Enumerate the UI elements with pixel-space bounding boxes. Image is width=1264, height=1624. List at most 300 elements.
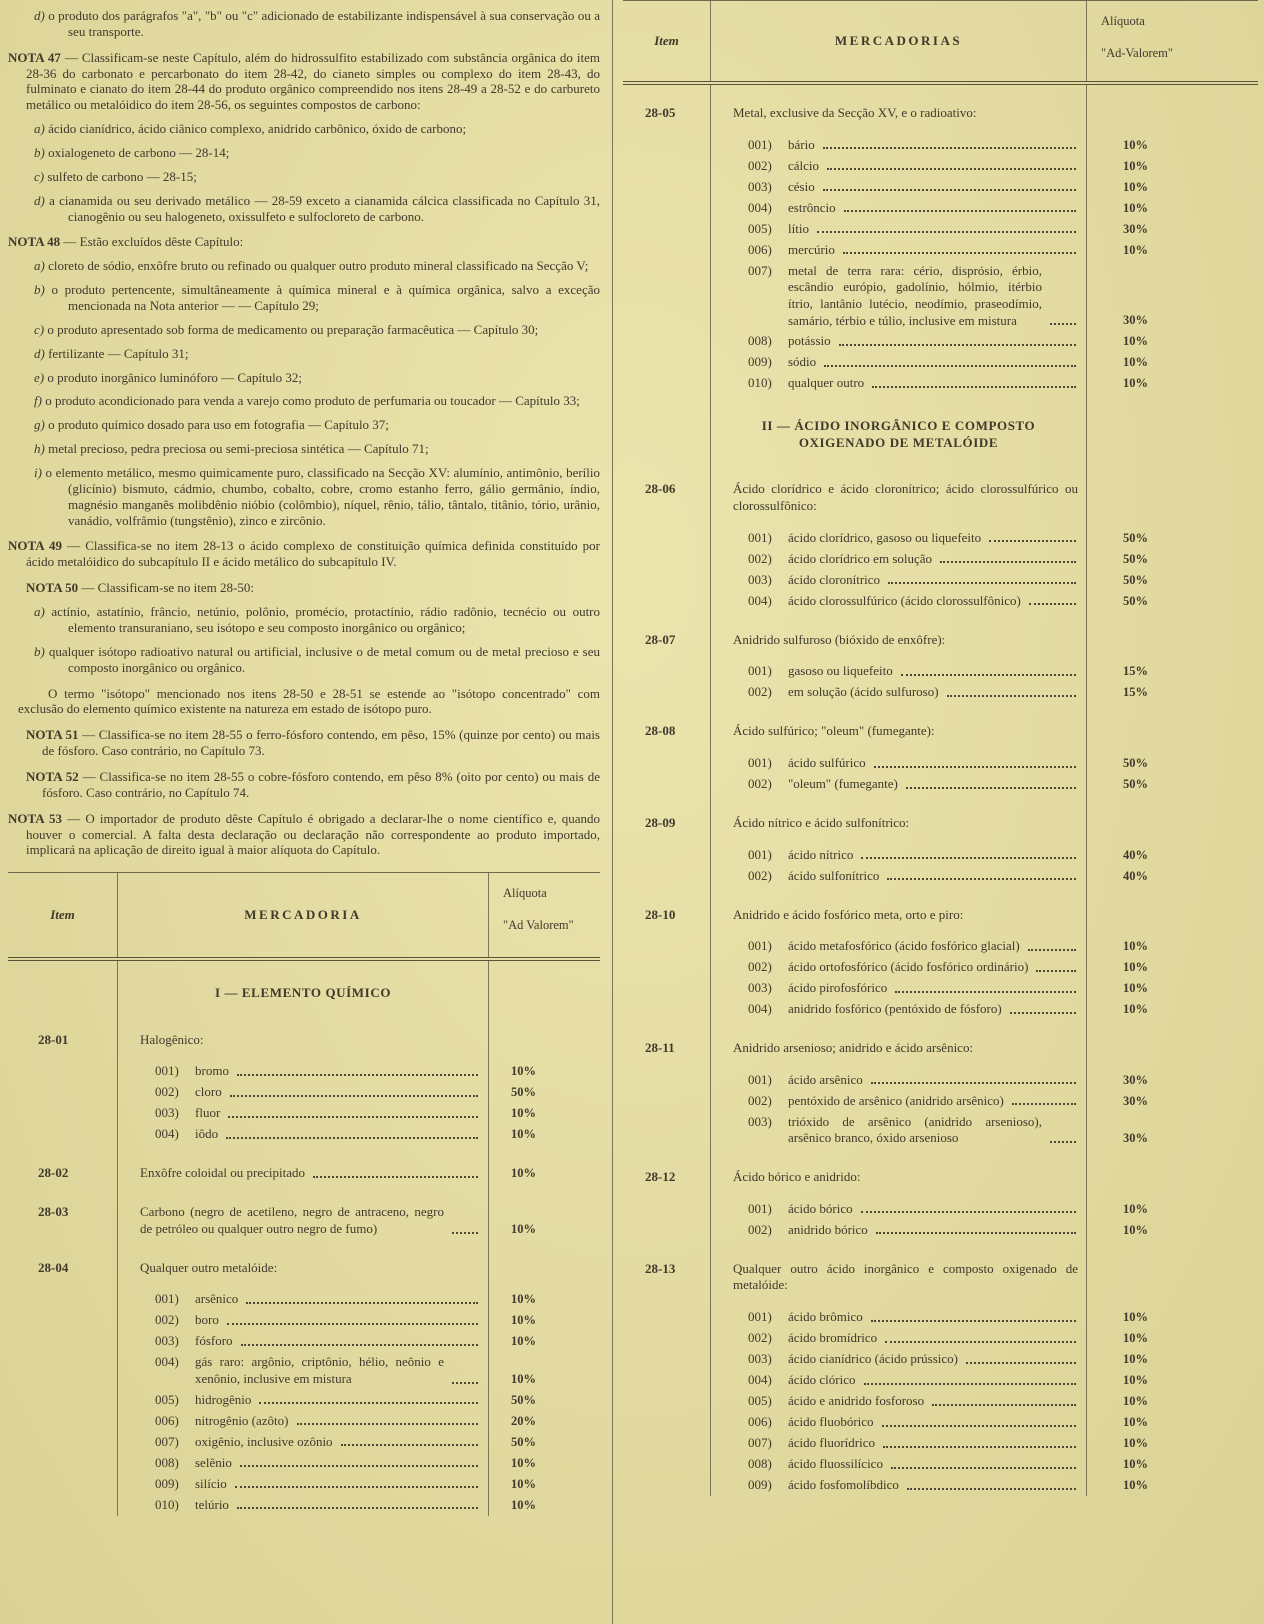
item-code-cell: 28-13 [623, 1241, 711, 1307]
aliquota-cell [488, 1012, 600, 1062]
entry-line [140, 1084, 480, 1101]
item-code-cell [623, 198, 711, 219]
entry-line [733, 1222, 1078, 1239]
item-code-cell [623, 1370, 711, 1391]
dot-leader [864, 1372, 1077, 1385]
entry-label: silício [195, 1475, 227, 1491]
note-paragraph [8, 50, 600, 113]
dot-leader [259, 1392, 478, 1405]
tariff-entry-row [623, 1070, 1258, 1091]
note-label: a) [34, 258, 45, 274]
aliquota-cell [1086, 135, 1258, 156]
aliquota-cell [488, 1103, 600, 1124]
rate-value: 10% [1123, 1222, 1148, 1237]
item-code-cell [623, 999, 711, 1020]
tariff-entry-row [8, 1331, 600, 1352]
aliquota-cell [1086, 1454, 1258, 1475]
rate-value: 10% [1123, 1002, 1148, 1017]
rate-value: 15% [1123, 664, 1148, 679]
mercadoria-cell [118, 1082, 488, 1103]
entry-number: 007) [748, 262, 772, 278]
rate-value: 30% [1123, 1131, 1148, 1145]
mercadoria-cell [118, 1453, 488, 1474]
entry-line [140, 1312, 480, 1329]
mercadoria-cell [118, 1124, 488, 1145]
mercadoria-cell [711, 198, 1086, 219]
entry-label: ácido ortofosfórico (ácido fosfórico ordinário) [788, 959, 1029, 975]
rate-value: 10% [1123, 1477, 1148, 1492]
dot-leader [876, 1222, 1076, 1235]
item-code-cell [623, 1307, 711, 1328]
mercadoria-cell [711, 1020, 1086, 1070]
item-title: Anidrido arsenioso; anidrido e ácido arsênico: [733, 1040, 974, 1056]
entry-line [733, 530, 1078, 547]
entry-number: 002) [748, 1329, 772, 1345]
entry-label: ácido fluorídrico [788, 1434, 875, 1450]
entry-line [733, 354, 1078, 371]
tariff-entry-row [623, 591, 1258, 612]
mercadoria-cell [711, 753, 1086, 774]
aliquota-cell [1086, 1475, 1258, 1496]
dot-leader [1029, 593, 1076, 606]
item-title: Enxôfre coloidal ou precipitado [140, 1165, 305, 1181]
entry-label: oxigênio, inclusive ozônio [195, 1433, 333, 1449]
dot-leader [885, 1330, 1076, 1343]
item-code-cell [8, 1453, 118, 1474]
item-code-cell [623, 1454, 711, 1475]
rate-value: 10% [1123, 960, 1148, 975]
mercadoria-cell [118, 1432, 488, 1453]
item-code-cell [623, 957, 711, 978]
header-aliquota-line2: "Ad Valorem" [503, 918, 574, 933]
right-table-body [623, 85, 1258, 1496]
item-code-cell [623, 331, 711, 352]
entry-number: 002) [748, 157, 772, 173]
entry-number: 002) [748, 775, 772, 791]
note-text: metal precioso, pedra preciosa ou semi-preciosa sintética — Capítulo 71; [48, 441, 429, 457]
entry-line [733, 1201, 1078, 1218]
note-label: d) [34, 192, 45, 208]
mercadoria-cell [118, 1331, 488, 1352]
entry-line [733, 632, 1078, 649]
mercadoria-cell [711, 219, 1086, 240]
aliquota-cell [1086, 661, 1258, 682]
entry-line [140, 1291, 480, 1308]
item-code-cell [623, 1220, 711, 1241]
entry-line [733, 1456, 1078, 1473]
aliquota-cell [1086, 887, 1258, 937]
entry-number: 001) [748, 529, 772, 545]
tariff-entry-row [623, 866, 1258, 887]
note-text: O termo "isótopo" mencionado nos itens 28-50 e 28-51 se estende ao "isótopo concentrado" com exclusão do elemento químico existente na natureza em estado de isótopo puro. [18, 685, 600, 717]
entry-line [140, 1333, 480, 1350]
note-label: NOTA 51 [26, 727, 79, 743]
entry-label: anidrido bórico [788, 1221, 868, 1237]
entry-label: boro [195, 1312, 219, 1328]
dot-leader [861, 847, 1076, 860]
aliquota-cell [1086, 219, 1258, 240]
aliquota-cell [1086, 549, 1258, 570]
entry-number: 004) [155, 1126, 179, 1142]
rate-value: 10% [511, 1371, 536, 1386]
rate-value: 10% [511, 1064, 536, 1079]
item-code-cell [623, 570, 711, 591]
entry-line [733, 1351, 1078, 1368]
entry-number: 007) [155, 1433, 179, 1449]
note-text: — Classificam-se no item 28-50: [81, 580, 254, 596]
dot-leader [1010, 1001, 1076, 1014]
dot-leader [932, 1393, 1076, 1406]
header-aliquota-label [488, 873, 600, 957]
note-lettered-item [8, 441, 600, 457]
mercadoria-cell [118, 1310, 488, 1331]
dot-leader [940, 551, 1076, 564]
mercadoria-cell [711, 1149, 1086, 1199]
rate-value: 40% [1123, 868, 1148, 883]
mercadoria-cell [711, 394, 1086, 461]
tariff-item-row [623, 461, 1258, 527]
item-code-cell: 28-12 [623, 1149, 711, 1199]
item-code-cell: 28-04 [8, 1240, 118, 1290]
mercadoria-cell [711, 570, 1086, 591]
entry-number: 005) [748, 1392, 772, 1408]
aliquota-cell [1086, 1020, 1258, 1070]
tariff-entry-row [623, 957, 1258, 978]
dot-leader [1036, 959, 1076, 972]
dot-leader [907, 1477, 1076, 1490]
note-text: o produto apresentado sob forma de medicamento ou preparação farmacêutica — Capítulo 30; [47, 321, 539, 337]
dot-leader [989, 530, 1076, 543]
entry-line [733, 1477, 1078, 1494]
mercadoria-cell [711, 612, 1086, 662]
rate-value: 10% [511, 1455, 536, 1470]
header-mercadoria-label: MERCADORIAS [834, 32, 963, 48]
dot-leader [871, 1309, 1076, 1322]
entry-line [140, 1105, 480, 1122]
note-lettered-item [8, 193, 600, 225]
item-code-cell: 28-05 [623, 85, 711, 135]
section-heading: I — ELEMENTO QUÍMICO [214, 985, 392, 1001]
mercadoria-cell [118, 1184, 488, 1239]
entry-label: ácido clorídrico em solução [788, 550, 933, 566]
note-label: NOTA 53 [8, 810, 63, 826]
mercadoria-cell [711, 1370, 1086, 1391]
entry-number: 009) [155, 1475, 179, 1491]
item-code-cell [623, 1112, 711, 1149]
header-item-label: Item [8, 873, 118, 957]
aliquota-cell [1086, 753, 1258, 774]
entry-number: 001) [748, 846, 772, 862]
entry-number: 001) [748, 1200, 772, 1216]
note-text: o produto dos parágrafos "a", "b" ou "c" adicionado de estabilizante indispensável à sua conservação ou a seu transporte. [48, 8, 600, 39]
item-code-cell: 28-08 [623, 703, 711, 753]
entry-line [733, 847, 1078, 864]
aliquota-cell [1086, 1433, 1258, 1454]
dot-leader [823, 137, 1076, 150]
aliquota-cell [1086, 591, 1258, 612]
entry-line [733, 572, 1078, 589]
mercadoria-cell [711, 177, 1086, 198]
entry-number: 003) [155, 1333, 179, 1349]
mercadoria-cell [118, 1495, 488, 1516]
entry-line [733, 907, 1078, 924]
dot-leader [827, 158, 1076, 171]
entry-label: nitrogênio (azôto) [195, 1412, 289, 1428]
entry-line [140, 1032, 480, 1049]
aliquota-cell [488, 1411, 600, 1432]
aliquota-cell [1086, 177, 1258, 198]
aliquota-cell [1086, 85, 1258, 135]
entry-line [140, 1063, 480, 1080]
aliquota-cell [1086, 1412, 1258, 1433]
item-code-cell [623, 1349, 711, 1370]
entry-label: cálcio [788, 157, 820, 173]
entry-line [733, 663, 1078, 680]
tariff-entry-row [623, 774, 1258, 795]
mercadoria-cell [118, 1289, 488, 1310]
rate-value: 10% [1123, 158, 1148, 173]
dot-leader [240, 1455, 478, 1468]
aliquota-cell [1086, 394, 1258, 461]
entry-label: iôdo [195, 1126, 219, 1142]
mercadoria-cell [711, 703, 1086, 753]
note-text: cloreto de sódio, enxôfre bruto ou refinado ou qualquer outro produto mineral classificado na Secção V; [48, 258, 589, 274]
rate-value: 50% [1123, 551, 1148, 566]
entry-number: 005) [155, 1391, 179, 1407]
entry-label: metal de terra rara: cério, disprósio, érbio, escândio európio, gadolínio, hólmio, itérbio ítrio, lantânio lutécio, neodímio, praseodímio, samário, térbio e túlio, inclusive em mistura [788, 262, 1042, 328]
tariff-entry-row [8, 1061, 600, 1082]
note-text: o produto inorgânico luminóforo — Capítulo 32; [47, 369, 303, 385]
entry-label: fósforo [195, 1333, 233, 1349]
note-paragraph [8, 727, 600, 759]
header-aliquota-label [1086, 1, 1258, 81]
item-code-cell [623, 528, 711, 549]
mercadoria-cell [711, 936, 1086, 957]
entry-number: 001) [748, 1308, 772, 1324]
aliquota-cell [1086, 1328, 1258, 1349]
rate-value: 20% [511, 1413, 536, 1428]
aliquota-cell [1086, 999, 1258, 1020]
aliquota-cell [488, 1390, 600, 1411]
rate-value: 10% [1123, 1201, 1148, 1216]
mercadoria-cell [118, 1411, 488, 1432]
mercadoria-cell [118, 1012, 488, 1062]
aliquota-cell [1086, 528, 1258, 549]
entry-line [733, 959, 1078, 976]
entry-line [733, 980, 1078, 997]
aliquota-cell [1086, 1070, 1258, 1091]
aliquota-cell [488, 1240, 600, 1290]
tariff-entry-row [8, 1411, 600, 1432]
tariff-entry-row [8, 1103, 600, 1124]
rate-value: 10% [1123, 179, 1148, 194]
dot-leader [871, 1072, 1076, 1085]
item-code-cell [623, 549, 711, 570]
dot-leader [966, 1351, 1076, 1364]
note-paragraph [8, 234, 600, 250]
rate-value: 10% [1123, 1393, 1148, 1408]
entry-label: gás raro: argônio, criptônio, hélio, neônio e xenônio, inclusive em mistura [195, 1354, 444, 1386]
rate-value: 30% [1123, 313, 1148, 328]
mercadoria-cell [711, 774, 1086, 795]
rate-value: 50% [1123, 593, 1148, 608]
note-text: o produto pertencente, simultâneamente à química mineral e à química orgânica, salvo a exceção mencionada na Nota anterior — — Capítulo 29; [51, 282, 600, 314]
entry-label: fluor [195, 1105, 221, 1121]
entry-line [733, 1093, 1078, 1110]
header-mercadoria-label: MERCADORIA [244, 906, 362, 922]
item-code-cell: 28-02 [8, 1145, 118, 1184]
dot-leader [228, 1105, 478, 1118]
dot-leader [888, 572, 1076, 585]
mercadoria-cell [711, 461, 1086, 527]
item-code-cell [8, 1331, 118, 1352]
entry-number: 002) [748, 1092, 772, 1108]
item-code-cell [623, 373, 711, 394]
mercadoria-cell [711, 1328, 1086, 1349]
entry-label: trióxido de arsênico (anidrido arsenioso), arsênico branco, óxido arsenioso [788, 1113, 1042, 1146]
dot-leader [341, 1434, 478, 1447]
mercadoria-cell [118, 1352, 488, 1389]
entry-label: arsênico [195, 1291, 239, 1307]
item-code-cell [623, 156, 711, 177]
tariff-entry-row [8, 1352, 600, 1389]
aliquota-cell [1086, 156, 1258, 177]
entry-line [733, 1330, 1078, 1347]
dot-leader [882, 1414, 1076, 1427]
dot-leader [839, 333, 1076, 346]
note-label: d) [34, 345, 45, 361]
tariff-entry-row [623, 549, 1258, 570]
mercadoria-cell [711, 682, 1086, 703]
entry-number: 003) [155, 1105, 179, 1121]
tariff-entry-row [623, 1391, 1258, 1412]
mercadoria-cell [711, 661, 1086, 682]
tariff-entry-row [623, 845, 1258, 866]
note-label: f) [34, 393, 42, 409]
entry-label: estrôncio [788, 199, 836, 215]
tariff-item-row [8, 1012, 600, 1062]
dot-leader [817, 221, 1076, 234]
tariff-entry-row [8, 1124, 600, 1145]
aliquota-cell [488, 1184, 600, 1239]
tariff-item-row [623, 1020, 1258, 1070]
entry-number: 004) [748, 1001, 772, 1017]
mercadoria-cell [118, 1145, 488, 1184]
item-code-cell: 28-11 [623, 1020, 711, 1070]
mercadoria-cell [711, 85, 1086, 135]
rate-value: 10% [511, 1313, 536, 1328]
entry-label: potássio [788, 333, 831, 349]
entry-number: 003) [748, 178, 772, 194]
entry-line [140, 1434, 480, 1451]
rate-value: 50% [1123, 530, 1148, 545]
entry-number: 004) [748, 592, 772, 608]
entry-label: césio [788, 178, 815, 194]
entry-label: ácido metafosfórico (ácido fosfórico glacial) [788, 938, 1020, 954]
entry-label: qualquer outro [788, 375, 865, 391]
entry-label: ácido fluossilícico [788, 1455, 883, 1471]
note-text: actínio, astatínio, frâncio, netúnio, polônio, promécio, protactínio, rádio radônio, tecnécio ou outro elemento transuraniano, seu isótopo e seu composto inorgânico ou orgânico; [51, 604, 601, 635]
tariff-entry-row [8, 1474, 600, 1495]
aliquota-cell [488, 1352, 600, 1389]
entry-number: 010) [748, 375, 772, 391]
item-title: Qualquer outro metalóide: [140, 1259, 278, 1275]
dot-leader [237, 1497, 478, 1510]
rate-value: 10% [1123, 242, 1148, 257]
entry-label: gasoso ou liquefeito [788, 663, 893, 679]
item-code-cell [8, 1310, 118, 1331]
note-label: NOTA 47 [8, 49, 61, 65]
dot-leader [887, 868, 1076, 881]
tariff-entry-row [623, 240, 1258, 261]
note-label: NOTA 52 [26, 768, 79, 784]
note-label: i) [34, 465, 42, 481]
tariff-entry-row [623, 570, 1258, 591]
item-code-cell [8, 1390, 118, 1411]
aliquota-cell [488, 1061, 600, 1082]
mercadoria-cell [711, 591, 1086, 612]
entry-number: 004) [748, 1371, 772, 1387]
entry-line [733, 105, 1078, 122]
entry-number: 004) [748, 199, 772, 215]
note-lettered-item [8, 121, 600, 137]
item-code-cell [623, 753, 711, 774]
rate-value: 10% [511, 1497, 536, 1512]
mercadoria-cell [711, 1349, 1086, 1370]
rate-value: 10% [1123, 1351, 1148, 1366]
item-code-cell [623, 866, 711, 887]
left-table-header [8, 872, 600, 961]
left-column [0, 0, 612, 1624]
mercadoria-cell [711, 795, 1086, 845]
entry-line [733, 755, 1078, 772]
mercadoria-cell [118, 1474, 488, 1495]
entry-line [733, 179, 1078, 196]
note-label: b) [34, 145, 45, 161]
note-label: NOTA 48 [8, 234, 61, 250]
item-code-cell [8, 1432, 118, 1453]
aliquota-cell [488, 1082, 600, 1103]
entry-line [140, 1476, 480, 1493]
note-lettered-item [8, 604, 600, 636]
entry-number: 006) [155, 1412, 179, 1428]
right-tariff-table [623, 0, 1258, 1496]
mercadoria-cell [711, 1091, 1086, 1112]
entry-label: "oleum" (fumegante) [788, 775, 898, 791]
rate-value: 40% [1123, 847, 1148, 862]
tariff-item-row [623, 612, 1258, 662]
aliquota-cell [1086, 957, 1258, 978]
entry-line [733, 1435, 1078, 1452]
tariff-entry-row [623, 1220, 1258, 1241]
item-code-cell [623, 1091, 711, 1112]
entry-line [733, 1414, 1078, 1431]
item-code-cell [623, 1199, 711, 1220]
aliquota-cell [1086, 461, 1258, 527]
item-code-cell [8, 1352, 118, 1389]
aliquota-cell [488, 1310, 600, 1331]
tariff-entry-row [623, 219, 1258, 240]
entry-line [733, 723, 1078, 740]
note-paragraph [8, 538, 600, 570]
entry-line [140, 1455, 480, 1472]
note-label: d) [34, 8, 45, 23]
entry-line [733, 1040, 1078, 1057]
note-label: c) [34, 321, 45, 337]
tariff-entry-row [623, 1370, 1258, 1391]
item-code-cell [623, 135, 711, 156]
entry-line [733, 684, 1078, 701]
